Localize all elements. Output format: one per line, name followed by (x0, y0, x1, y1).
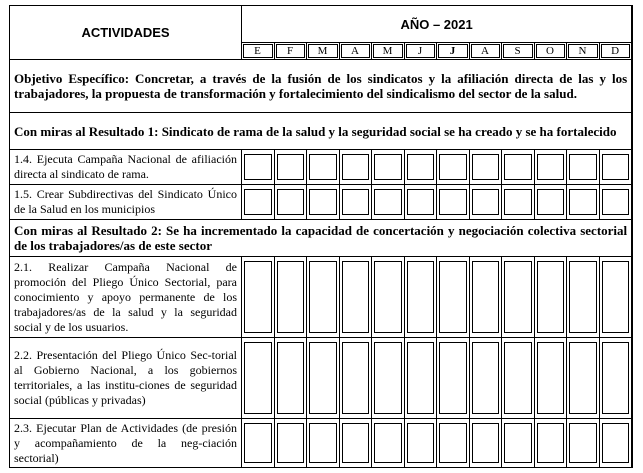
month-schedule-cell (405, 185, 438, 220)
month-schedule-box (244, 261, 272, 333)
month-schedule-box (309, 261, 337, 333)
month-schedule-box (244, 342, 272, 414)
activities-table (9, 5, 633, 468)
activity-row (10, 150, 632, 185)
month-label: N (568, 44, 598, 58)
result-2-text: Con miras al Resultado 2: Se ha incrementado la capacidad de concertación y negociación colectiva sectorial de los trabajadores/as de este sector (14, 223, 628, 253)
month-schedule-cell (307, 257, 340, 338)
month-schedule-box (407, 154, 435, 180)
month-schedule-cell (405, 257, 438, 338)
month-schedule-cell (600, 257, 633, 338)
month-cell (405, 43, 438, 60)
month-schedule-cell (502, 150, 535, 185)
month-schedule-box (504, 342, 532, 414)
month-schedule-box (504, 189, 532, 215)
month-schedule-box (277, 261, 305, 333)
month-schedule-cell (502, 419, 535, 467)
month-schedule-box (309, 189, 337, 215)
month-schedule-box (342, 342, 370, 414)
month-schedule-cell (242, 150, 275, 185)
month-cell (600, 43, 633, 60)
month-schedule-box (309, 423, 337, 463)
activity-cell (10, 257, 242, 338)
month-schedule-box (602, 189, 630, 215)
month-schedule-cell (437, 185, 470, 220)
month-schedule-box (407, 261, 435, 333)
activity-cell (10, 338, 242, 419)
activity-cell (10, 150, 242, 185)
month-label: J (438, 44, 468, 58)
month-schedule-cell (502, 338, 535, 419)
month-schedule-cell (340, 185, 373, 220)
month-label: D (601, 44, 631, 58)
month-schedule-box (342, 261, 370, 333)
month-schedule-box (342, 154, 370, 180)
month-schedule-box (537, 261, 565, 333)
month-schedule-box (472, 189, 500, 215)
month-schedule-cell (600, 185, 633, 220)
year-header (242, 6, 632, 43)
month-schedule-box (569, 154, 597, 180)
month-schedule-box (374, 189, 402, 215)
month-schedule-cell (470, 338, 503, 419)
year-header-label: AÑO – 2021 (400, 16, 473, 32)
month-schedule-cell (372, 257, 405, 338)
month-schedule-cell (405, 150, 438, 185)
month-schedule-box (244, 423, 272, 463)
month-schedule-box (277, 189, 305, 215)
month-schedule-box (439, 189, 467, 215)
month-schedule-cell (437, 150, 470, 185)
month-schedule-box (504, 261, 532, 333)
month-schedule-cell (437, 338, 470, 419)
month-schedule-box (602, 261, 630, 333)
month-schedule-cell (275, 150, 308, 185)
month-schedule-box (407, 423, 435, 463)
month-schedule-cell (340, 257, 373, 338)
activity-text: 2.2. Presentación del Pliego Único Sec-torial al Gobierno Nacional, a los gobiernos territoriales, a las institu-ciones de seguridad social (públicas y privadas) (14, 348, 237, 407)
month-schedule-box (374, 423, 402, 463)
month-schedule-box (374, 261, 402, 333)
month-schedule-box (244, 189, 272, 215)
month-label: A (471, 44, 501, 58)
month-schedule-cell (470, 185, 503, 220)
month-schedule-box (472, 342, 500, 414)
month-schedule-box (439, 342, 467, 414)
month-schedule-cell (340, 338, 373, 419)
month-schedule-cell (405, 338, 438, 419)
month-schedule-cell (372, 185, 405, 220)
month-cell (567, 43, 600, 60)
month-cell (502, 43, 535, 60)
activity-text: 2.1. Realizar Campaña Nacional de promoción del Pliego Único Sectorial, para conocimiento y apoyo permanente de los trabajadores/as de la salud y la seguridad social y de los usuarios. (14, 259, 237, 334)
month-schedule-cell (567, 338, 600, 419)
month-schedule-cell (372, 150, 405, 185)
activity-row (10, 185, 632, 220)
activity-text: 1.4. Ejecuta Campaña Nacional de afiliación directa al sindicato de rama. (14, 152, 237, 181)
month-cell (340, 43, 373, 60)
activity-row (10, 257, 632, 338)
month-schedule-box (472, 261, 500, 333)
month-schedule-cell (535, 419, 568, 467)
activity-cell (10, 419, 242, 467)
objective-text: Objetivo Específico: Concretar, a través de la fusión de los sindicatos y la afiliación directa de las y los trabajadores, la propuesta de transformación y fortalecimiento del sindicalismo del sector de la salud. (14, 71, 628, 101)
month-label: S (503, 44, 533, 58)
month-cell (372, 43, 405, 60)
month-schedule-cell (372, 419, 405, 467)
month-label: J (406, 44, 436, 58)
month-schedule-cell (275, 338, 308, 419)
month-schedule-box (602, 342, 630, 414)
result-2-row (10, 220, 632, 257)
month-schedule-cell (567, 257, 600, 338)
month-schedule-cell (340, 150, 373, 185)
month-schedule-box (504, 423, 532, 463)
month-schedule-box (569, 189, 597, 215)
month-schedule-box (602, 154, 630, 180)
month-schedule-box (537, 189, 565, 215)
activities-header-label: ACTIVIDADES (81, 25, 170, 40)
month-schedule-box (537, 342, 565, 414)
month-schedule-cell (340, 419, 373, 467)
month-schedule-box (602, 423, 630, 463)
month-schedule-cell (567, 419, 600, 467)
month-schedule-box (374, 342, 402, 414)
month-schedule-box (277, 342, 305, 414)
month-label: O (536, 44, 566, 58)
month-schedule-cell (242, 419, 275, 467)
month-label: F (276, 44, 306, 58)
month-label: M (308, 44, 338, 58)
month-cell (535, 43, 568, 60)
month-schedule-box (309, 154, 337, 180)
month-label: A (341, 44, 371, 58)
month-schedule-cell (437, 419, 470, 467)
month-schedule-cell (470, 150, 503, 185)
month-schedule-box (439, 154, 467, 180)
month-schedule-cell (307, 338, 340, 419)
month-schedule-cell (307, 185, 340, 220)
month-schedule-cell (535, 185, 568, 220)
month-schedule-cell (242, 257, 275, 338)
month-schedule-box (569, 342, 597, 414)
month-cell (307, 43, 340, 60)
month-schedule-cell (535, 150, 568, 185)
month-schedule-box (407, 189, 435, 215)
month-schedule-cell (470, 419, 503, 467)
month-schedule-cell (600, 419, 633, 467)
month-schedule-cell (372, 338, 405, 419)
month-schedule-box (537, 423, 565, 463)
month-schedule-cell (307, 150, 340, 185)
month-schedule-cell (242, 185, 275, 220)
month-cell (242, 43, 275, 60)
month-schedule-cell (567, 150, 600, 185)
month-schedule-cell (535, 338, 568, 419)
month-schedule-cell (275, 419, 308, 467)
month-label: M (373, 44, 403, 58)
objective-row (10, 60, 632, 113)
month-schedule-box (472, 154, 500, 180)
month-schedule-cell (470, 257, 503, 338)
month-schedule-cell (437, 257, 470, 338)
month-cell (470, 43, 503, 60)
month-schedule-box (407, 342, 435, 414)
month-schedule-box (244, 154, 272, 180)
activity-text: 2.3. Ejecutar Plan de Actividades (de presión y acompañamiento de la neg-ciación sectorial) (14, 420, 237, 465)
activity-row (10, 338, 632, 419)
month-schedule-box (277, 154, 305, 180)
month-schedule-box (504, 154, 532, 180)
month-schedule-cell (307, 419, 340, 467)
month-schedule-box (439, 261, 467, 333)
month-schedule-box (309, 342, 337, 414)
month-label: E (243, 44, 273, 58)
month-cell (275, 43, 308, 60)
month-schedule-cell (275, 185, 308, 220)
activities-table-wrapper (9, 5, 632, 473)
month-schedule-cell (502, 257, 535, 338)
activities-header (10, 6, 242, 60)
activity-cell (10, 185, 242, 220)
month-schedule-box (472, 423, 500, 463)
month-schedule-box (569, 423, 597, 463)
month-schedule-cell (275, 257, 308, 338)
month-schedule-box (342, 189, 370, 215)
result-1-row (10, 113, 632, 150)
month-schedule-box (277, 423, 305, 463)
month-schedule-box (569, 261, 597, 333)
month-schedule-box (537, 154, 565, 180)
result-1-text: Con miras al Resultado 1: Sindicato de rama de la salud y la seguridad social se ha creado y se ha fortalecido (14, 123, 617, 139)
month-schedule-box (374, 154, 402, 180)
month-schedule-cell (600, 150, 633, 185)
month-cell (437, 43, 470, 60)
month-schedule-cell (535, 257, 568, 338)
month-schedule-box (342, 423, 370, 463)
month-schedule-cell (242, 338, 275, 419)
month-schedule-cell (405, 419, 438, 467)
activity-row (10, 419, 632, 467)
month-schedule-box (439, 423, 467, 463)
month-schedule-cell (600, 338, 633, 419)
month-schedule-cell (567, 185, 600, 220)
month-schedule-cell (502, 185, 535, 220)
activity-text: 1.5. Crear Subdirectivas del Sindicato Único de la Salud en los municipios (14, 187, 237, 216)
